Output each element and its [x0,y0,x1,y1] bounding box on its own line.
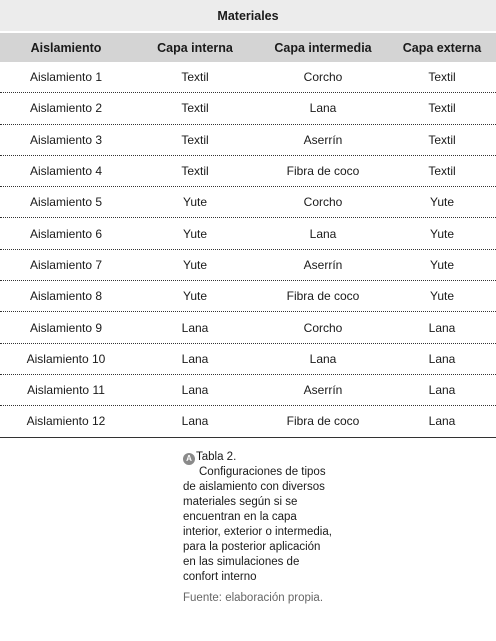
table-caption [183,450,333,606]
cell-capa-externa: Yute [429,257,455,272]
cell-aislamiento: Aislamiento 10 [26,351,106,366]
cell-aislamiento: Aislamiento 3 [29,132,103,147]
cell-capa-externa: Lana [428,414,456,429]
table-row [0,156,496,187]
cell-capa-interna: Yute [182,226,208,241]
column-header-row [0,33,496,62]
column-header-capa-interna: Capa interna [157,40,233,55]
table-row [0,375,496,406]
cell-capa-intermedia: Aserrín [303,132,343,147]
cell-aislamiento: Aislamiento 9 [29,320,103,335]
cell-capa-interna: Lana [181,414,209,429]
cell-aislamiento: Aislamiento 4 [29,164,103,179]
cell-capa-interna: Textil [181,164,209,179]
cell-capa-intermedia: Lana [309,101,337,116]
table-body [0,62,496,438]
cell-capa-interna: Textil [181,70,209,85]
cell-capa-intermedia: Corcho [303,70,343,85]
cell-aislamiento: Aislamiento 12 [26,414,106,429]
cell-capa-interna: Lana [181,383,209,398]
table-row [0,406,496,437]
cell-capa-externa: Lana [428,320,456,335]
cell-capa-interna: Yute [182,195,208,210]
cell-aislamiento: Aislamiento 2 [29,101,103,116]
cell-capa-interna: Lana [181,351,209,366]
cell-capa-externa: Yute [429,289,455,304]
cell-capa-interna: Textil [181,132,209,147]
cell-capa-intermedia: Lana [309,226,337,241]
caption-badge-icon: A [183,453,195,465]
cell-capa-externa: Textil [428,132,456,147]
cell-capa-interna: Yute [182,257,208,272]
cell-capa-externa: Textil [428,70,456,85]
cell-capa-intermedia: Corcho [303,195,343,210]
cell-capa-intermedia: Lana [309,351,337,366]
cell-capa-interna: Yute [182,289,208,304]
cell-capa-externa: Lana [428,351,456,366]
column-header-aislamiento: Aislamiento [30,40,102,55]
cell-aislamiento: Aislamiento 6 [29,226,103,241]
cell-capa-intermedia: Fibra de coco [286,289,360,304]
cell-capa-externa: Textil [428,164,456,179]
caption-description: Configuraciones de tipos de aislamiento con diversos materiales según si se encuentran en la capa interior, exterior o intermedia, para la posterior aplicación en las simulaciones de confort interno [183,466,332,583]
cell-capa-intermedia: Fibra de coco [286,414,360,429]
table-row [0,312,496,343]
table-row [0,281,496,312]
cell-aislamiento: Aislamiento 1 [29,70,103,85]
cell-capa-externa: Textil [428,101,456,116]
table-row [0,62,496,93]
caption-source: Fuente: elaboración propia. [183,592,324,604]
cell-capa-intermedia: Fibra de coco [286,164,360,179]
column-header-capa-externa: Capa externa [402,40,482,55]
table-row [0,187,496,218]
cell-capa-interna: Lana [181,320,209,335]
table-row [0,250,496,281]
cell-capa-interna: Textil [181,101,209,116]
group-header: Materiales [0,0,496,31]
cell-aislamiento: Aislamiento 11 [27,383,105,398]
column-header-capa-intermedia: Capa intermedia [274,40,372,55]
cell-capa-intermedia: Corcho [303,320,343,335]
cell-capa-externa: Yute [429,226,455,241]
cell-capa-externa: Yute [429,195,455,210]
cell-aislamiento: Aislamiento 8 [29,289,103,304]
cell-capa-externa: Lana [428,383,456,398]
table-row [0,125,496,156]
cell-aislamiento: Aislamiento 5 [29,195,103,210]
table-row [0,344,496,375]
table-row [0,93,496,124]
caption-label: Tabla 2. [196,451,237,463]
table-row [0,218,496,249]
cell-capa-intermedia: Aserrín [303,383,343,398]
cell-capa-intermedia: Aserrín [303,257,343,272]
cell-aislamiento: Aislamiento 7 [29,257,103,272]
